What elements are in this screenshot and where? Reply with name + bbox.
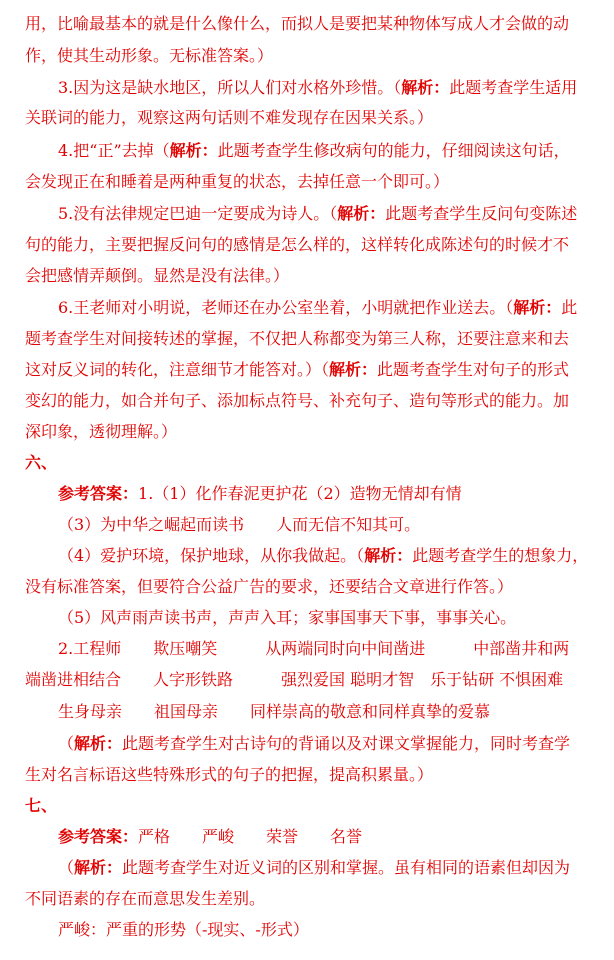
analysis-label: 解析：: [74, 734, 123, 753]
text-line: 端凿进相结合 人字形铁路 强烈爱国 聪明才智 乐于钻研 不惧困难: [25, 670, 564, 689]
answer-line: （解析：此题考查学生对古诗句的背诵以及对课文掌握能力，同时考查学: [58, 734, 571, 753]
analysis-label: 解析：: [337, 204, 386, 223]
text-line: 生对名言标语这些特殊形式的句子的把握，提高积累量。）: [25, 765, 434, 784]
answer-line: 4.把“正”去掉（解析：此题考查学生修改病句的能力，仔细阅读这句话，: [58, 141, 570, 160]
text-line: 不同语素的存在而意思发生差别。: [25, 889, 266, 908]
text-line: 关联词的能力，观察这两句话则不难发现存在因果关系。）: [25, 108, 434, 127]
analysis-label: 解析：: [401, 78, 450, 97]
answer-line: （4）爱护环境，保护地球，从你我做起。（解析：此题考查学生的想象力，: [58, 546, 589, 565]
answer-line: 参考答案：1.（1）化作春泥更护花（2）造物无情却有情: [58, 484, 462, 503]
text-line: （3）为中华之崛起而读书 人而无信不知其可。: [58, 515, 421, 534]
analysis-label: 解析：: [74, 858, 123, 877]
reference-answer-label: 参考答案：: [58, 484, 139, 503]
answer-line: （解析：此题考查学生对近义词的区别和掌握。虽有相同的语素但却因为: [58, 858, 571, 877]
text-line: 会把感情弄颠倒。显然是没有法律。）: [25, 266, 290, 285]
analysis-label: 解析：: [329, 360, 378, 379]
text-line: 用，比喻最基本的就是什么像什么，而拟人是要把某种物体写成人才会做的动: [25, 14, 570, 33]
answer-line: 3.因为这是缺水地区，所以人们对水格外珍惜。（解析：此题考查学生适用: [58, 78, 578, 97]
text-line: 作，使其生动形象。无标准答案。）: [25, 46, 274, 65]
text-line: 没有标准答案，但要符合公益广告的要求，还要结合文章进行作答。）: [25, 577, 514, 596]
analysis-label: 解析：: [364, 546, 413, 565]
text-line: 会发现正在和睡着是两种重复的状态，去掉任意一个即可。）: [25, 172, 450, 191]
answer-line: 参考答案：严格 严峻 荣誉 名誉: [58, 827, 363, 846]
text-line: 这对反义词的转化，注意细节才能答对。）（解析：此题考查学生对句子的形式: [25, 360, 570, 379]
answer-line: 6.王老师对小明说，老师还在办公室坐着，小明就把作业送去。（解析：此: [58, 298, 578, 317]
analysis-label: 解析：: [513, 298, 562, 317]
section-heading: 六、: [25, 453, 58, 472]
answer-line: 5.没有法律规定巴迪一定要成为诗人。（解析：此题考查学生反问句变陈述: [58, 204, 578, 223]
text-line: 深印象，透彻理解。）: [25, 422, 178, 441]
text-line: 严峻：严重的形势（-现实、-形式）: [58, 920, 309, 939]
text-line: 2.工程师 欺压嘲笑 从两端同时向中间凿进 中部凿井和两: [58, 639, 570, 658]
analysis-label: 解析：: [169, 141, 218, 160]
text-line: 变幻的能力，如合并句子、添加标点符号、补充句子、造句等形式的能力。加: [25, 391, 570, 410]
text-line: 句的能力，主要把握反问句的感情是怎么样的，这样转化成陈述句的时候才不: [25, 235, 570, 254]
text-line: 生身母亲 祖国母亲 同样崇高的敬意和同样真挚的爱慕: [58, 702, 491, 721]
text-line: （5）风声雨声读书声，声声入耳；家事国事天下事，事事关心。: [58, 608, 517, 627]
text-line: 题考查学生对间接转述的掌握，不仅把人称都变为第三人称，还要注意来和去: [25, 329, 570, 348]
section-heading: 七、: [25, 796, 58, 815]
reference-answer-label: 参考答案：: [58, 827, 139, 846]
